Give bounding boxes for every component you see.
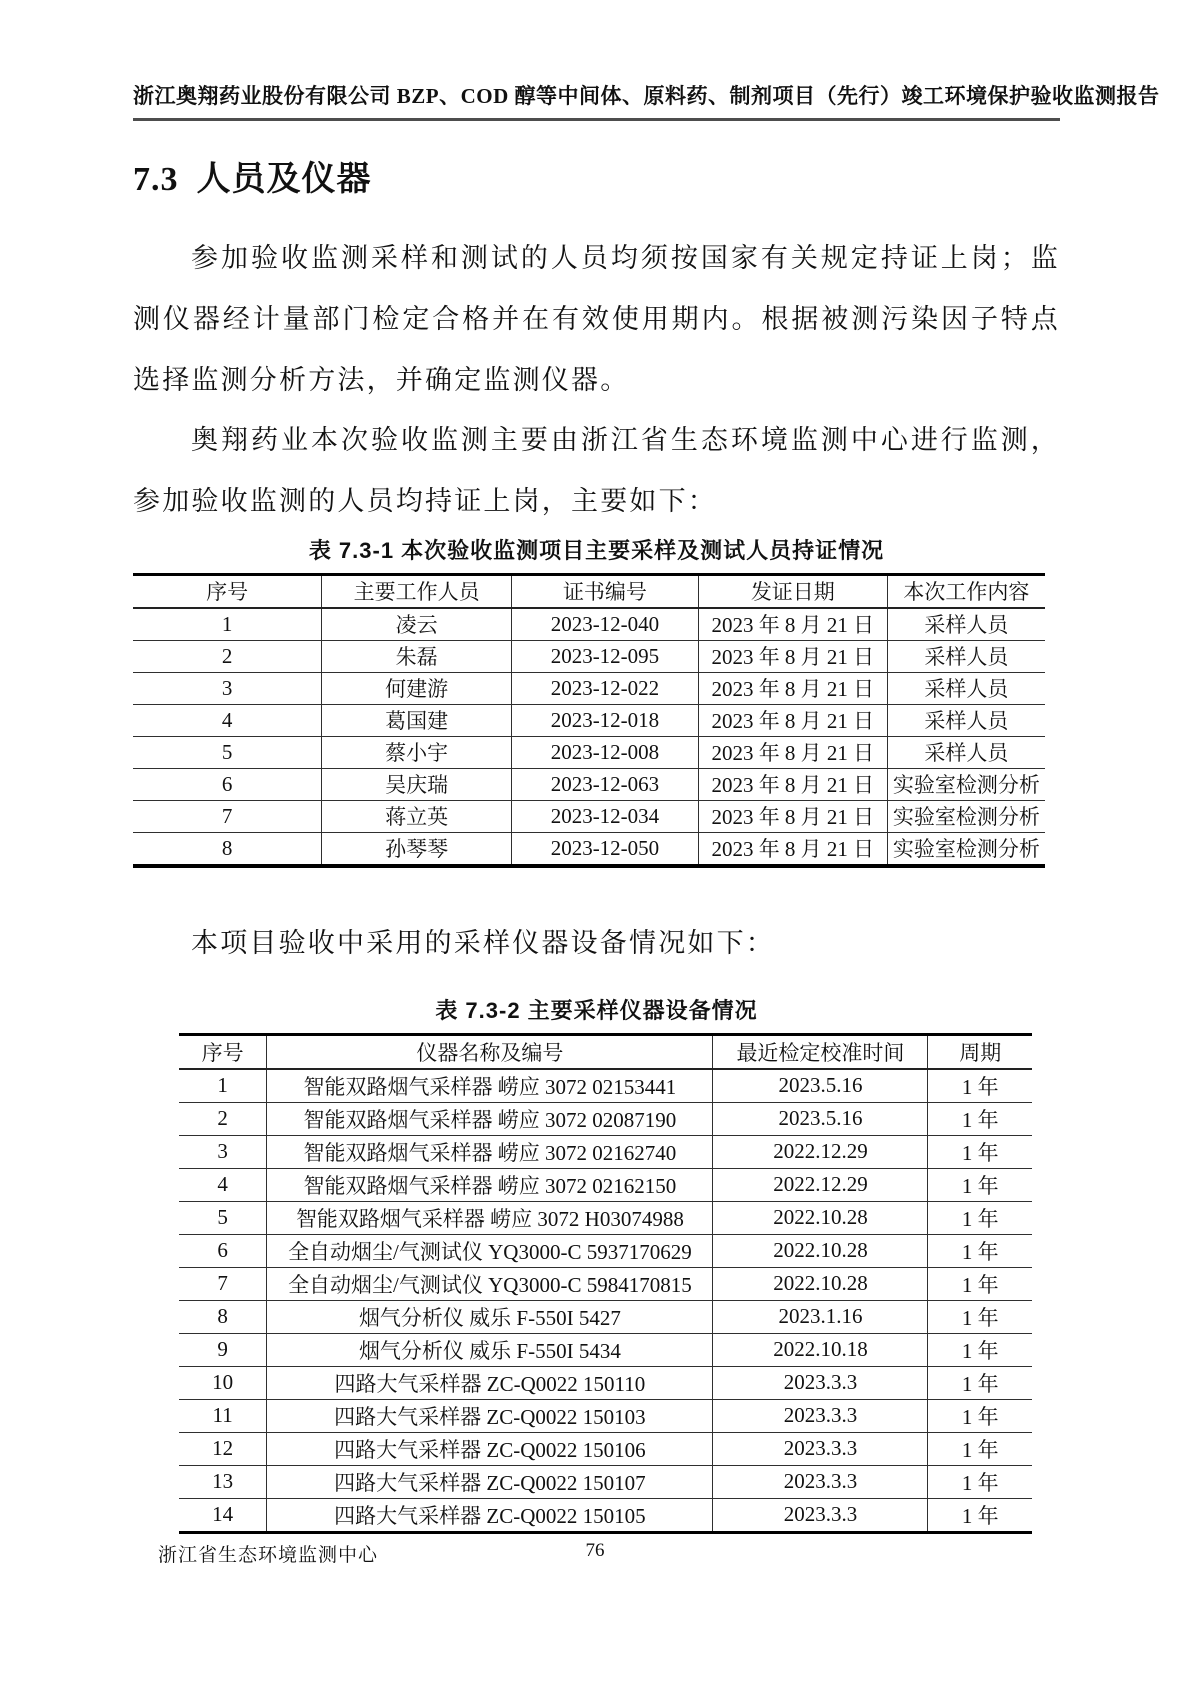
- cell-certificate-number: 2023-12-040: [511, 608, 698, 641]
- cell-work-content: 实验室检测分析: [887, 800, 1045, 832]
- cell-period: 1 年: [928, 1267, 1032, 1300]
- cell-calibration-date: 2023.5.16: [713, 1069, 928, 1103]
- table-row: [179, 1234, 1032, 1267]
- cell-calibration-date: 2022.10.28: [713, 1234, 928, 1267]
- cell-serial-number: 1: [179, 1069, 267, 1103]
- cell-staff-name: 孙琴琴: [322, 832, 512, 866]
- cell-serial-number: 6: [179, 1234, 267, 1267]
- table-row: [179, 1135, 1032, 1168]
- table-row: [179, 1168, 1032, 1201]
- cell-serial-number: 3: [133, 672, 322, 704]
- cell-calibration-date: 2023.1.16: [713, 1300, 928, 1333]
- cell-instrument-name: 全自动烟尘/气测试仪 YQ3000-C 5984170815: [267, 1267, 713, 1300]
- cell-work-content: 实验室检测分析: [887, 768, 1045, 800]
- cell-serial-number: 6: [133, 768, 322, 800]
- footer-organization: 浙江省生态环境监测中心: [158, 1545, 379, 1566]
- table-row: [179, 1069, 1032, 1103]
- cell-work-content: 采样人员: [887, 608, 1045, 641]
- cell-issue-date: 2023 年 8 月 21 日: [698, 672, 887, 704]
- table2-header-cell: 序号: [179, 1034, 267, 1069]
- table-row: [179, 1399, 1032, 1432]
- table1-header-cell: 证书编号: [511, 574, 698, 608]
- cell-work-content: 采样人员: [887, 640, 1045, 672]
- table1-header-cell: 主要工作人员: [322, 574, 512, 608]
- cell-instrument-name: 四路大气采样器 ZC-Q0022 150105: [267, 1498, 713, 1532]
- cell-serial-number: 10: [179, 1366, 267, 1399]
- cell-work-content: 采样人员: [887, 672, 1045, 704]
- cell-serial-number: 2: [133, 640, 322, 672]
- cell-instrument-name: 智能双路烟气采样器 崂应 3072 02162150: [267, 1168, 713, 1201]
- cell-issue-date: 2023 年 8 月 21 日: [698, 768, 887, 800]
- cell-issue-date: 2023 年 8 月 21 日: [698, 736, 887, 768]
- table-row: [133, 672, 1045, 704]
- cell-certificate-number: 2023-12-063: [511, 768, 698, 800]
- cell-instrument-name: 智能双路烟气采样器 崂应 3072 02087190: [267, 1102, 713, 1135]
- cell-period: 1 年: [928, 1399, 1032, 1432]
- cell-work-content: 采样人员: [887, 704, 1045, 736]
- table2-header-cell: 周期: [928, 1034, 1032, 1069]
- cell-serial-number: 4: [179, 1168, 267, 1201]
- cell-serial-number: 8: [179, 1300, 267, 1333]
- cell-serial-number: 5: [133, 736, 322, 768]
- cell-certificate-number: 2023-12-034: [511, 800, 698, 832]
- cell-instrument-name: 智能双路烟气采样器 崂应 3072 H03074988: [267, 1201, 713, 1234]
- cell-period: 1 年: [928, 1234, 1032, 1267]
- table-row: [179, 1201, 1032, 1234]
- table2-caption: 表 7.3-2 主要采样仪器设备情况: [435, 997, 758, 1023]
- cell-period: 1 年: [928, 1102, 1032, 1135]
- table-row: [133, 704, 1045, 736]
- cell-certificate-number: 2023-12-018: [511, 704, 698, 736]
- cell-staff-name: 吴庆瑞: [322, 768, 512, 800]
- cell-staff-name: 蔡小宇: [322, 736, 512, 768]
- cell-serial-number: 2: [179, 1102, 267, 1135]
- cell-period: 1 年: [928, 1300, 1032, 1333]
- cell-instrument-name: 智能双路烟气采样器 崂应 3072 02153441: [267, 1069, 713, 1103]
- cell-issue-date: 2023 年 8 月 21 日: [698, 704, 887, 736]
- cell-instrument-name: 全自动烟尘/气测试仪 YQ3000-C 5937170629: [267, 1234, 713, 1267]
- table-row: [179, 1465, 1032, 1498]
- table-row: [133, 832, 1045, 866]
- cell-period: 1 年: [928, 1201, 1032, 1234]
- paragraph-monitoring-center: 奥翔药业本次验收监测主要由浙江省生态环境监测中心进行监测，参加验收监测的人员均持证上岗，主要如下：: [133, 425, 1060, 517]
- table1-header-cell: 发证日期: [698, 574, 887, 608]
- header-divider: [133, 118, 1060, 121]
- table-row: [133, 768, 1045, 800]
- cell-calibration-date: 2023.3.3: [713, 1465, 928, 1498]
- cell-serial-number: 13: [179, 1465, 267, 1498]
- paragraph-equipment-intro: 本项目验收中采用的采样仪器设备情况如下：: [191, 927, 775, 958]
- cell-instrument-name: 烟气分析仪 威乐 F-550I 5427: [267, 1300, 713, 1333]
- cell-instrument-name: 智能双路烟气采样器 崂应 3072 02162740: [267, 1135, 713, 1168]
- table2-header-cell: 最近检定校准时间: [713, 1034, 928, 1069]
- cell-calibration-date: 2022.10.28: [713, 1201, 928, 1234]
- cell-issue-date: 2023 年 8 月 21 日: [698, 800, 887, 832]
- cell-serial-number: 5: [179, 1201, 267, 1234]
- cell-serial-number: 9: [179, 1333, 267, 1366]
- cell-certificate-number: 2023-12-008: [511, 736, 698, 768]
- table-row: [179, 1267, 1032, 1300]
- table-row: [179, 1333, 1032, 1366]
- cell-period: 1 年: [928, 1498, 1032, 1532]
- cell-issue-date: 2023 年 8 月 21 日: [698, 640, 887, 672]
- personnel-certification-table: [133, 573, 1045, 868]
- cell-certificate-number: 2023-12-050: [511, 832, 698, 866]
- table-row: [133, 640, 1045, 672]
- cell-instrument-name: 四路大气采样器 ZC-Q0022 150106: [267, 1432, 713, 1465]
- cell-issue-date: 2023 年 8 月 21 日: [698, 832, 887, 866]
- table2-header-row: [179, 1034, 1032, 1069]
- cell-issue-date: 2023 年 8 月 21 日: [698, 608, 887, 641]
- cell-period: 1 年: [928, 1069, 1032, 1103]
- cell-staff-name: 何建游: [322, 672, 512, 704]
- paragraph-personnel-requirements: 参加验收监测采样和测试的人员均须按国家有关规定持证上岗；监测仪器经计量部门检定合格并在有效使用期内。根据被测污染因子特点选择监测分析方法，并确定监测仪器。: [133, 243, 1060, 395]
- cell-calibration-date: 2023.3.3: [713, 1366, 928, 1399]
- cell-staff-name: 朱磊: [322, 640, 512, 672]
- cell-period: 1 年: [928, 1135, 1032, 1168]
- table1-header-cell: 本次工作内容: [887, 574, 1045, 608]
- table1-caption: 表 7.3-1 本次验收监测项目主要采样及测试人员持证情况: [308, 537, 885, 563]
- table-row: [179, 1300, 1032, 1333]
- sampling-equipment-table: [179, 1033, 1032, 1534]
- cell-serial-number: 4: [133, 704, 322, 736]
- cell-calibration-date: 2022.12.29: [713, 1168, 928, 1201]
- document-header-title: 浙江奥翔药业股份有限公司 BZP、COD 醇等中间体、原料药、制剂项目（先行）竣工环境保护验收监测报告: [133, 84, 1160, 108]
- table-row: [179, 1366, 1032, 1399]
- section-number: 7.3: [133, 161, 179, 198]
- cell-serial-number: 3: [179, 1135, 267, 1168]
- table-row: [133, 608, 1045, 641]
- cell-serial-number: 7: [179, 1267, 267, 1300]
- cell-certificate-number: 2023-12-095: [511, 640, 698, 672]
- cell-period: 1 年: [928, 1333, 1032, 1366]
- cell-serial-number: 7: [133, 800, 322, 832]
- cell-work-content: 采样人员: [887, 736, 1045, 768]
- cell-certificate-number: 2023-12-022: [511, 672, 698, 704]
- cell-serial-number: 1: [133, 608, 322, 641]
- section-title: 人员及仪器: [196, 161, 372, 198]
- cell-staff-name: 葛国建: [322, 704, 512, 736]
- cell-calibration-date: 2023.3.3: [713, 1498, 928, 1532]
- table1-header-cell: 序号: [133, 574, 322, 608]
- table-row: [179, 1102, 1032, 1135]
- cell-instrument-name: 四路大气采样器 ZC-Q0022 150103: [267, 1399, 713, 1432]
- cell-serial-number: 12: [179, 1432, 267, 1465]
- cell-staff-name: 蒋立英: [322, 800, 512, 832]
- cell-instrument-name: 四路大气采样器 ZC-Q0022 150107: [267, 1465, 713, 1498]
- table-row: [179, 1498, 1032, 1532]
- cell-calibration-date: 2022.10.18: [713, 1333, 928, 1366]
- cell-instrument-name: 四路大气采样器 ZC-Q0022 150110: [267, 1366, 713, 1399]
- table2-header-cell: 仪器名称及编号: [267, 1034, 713, 1069]
- cell-staff-name: 凌云: [322, 608, 512, 641]
- table1-header-row: [133, 574, 1045, 608]
- cell-calibration-date: 2023.3.3: [713, 1399, 928, 1432]
- table1-body: [133, 608, 1045, 866]
- cell-period: 1 年: [928, 1366, 1032, 1399]
- cell-instrument-name: 烟气分析仪 威乐 F-550I 5434: [267, 1333, 713, 1366]
- cell-serial-number: 14: [179, 1498, 267, 1532]
- table-row: [133, 736, 1045, 768]
- table2-body: [179, 1069, 1032, 1533]
- cell-calibration-date: 2022.12.29: [713, 1135, 928, 1168]
- cell-work-content: 实验室检测分析: [887, 832, 1045, 866]
- table-row: [133, 800, 1045, 832]
- cell-period: 1 年: [928, 1432, 1032, 1465]
- footer-page-number: 76: [585, 1540, 605, 1561]
- cell-serial-number: 11: [179, 1399, 267, 1432]
- cell-calibration-date: 2022.10.28: [713, 1267, 928, 1300]
- cell-calibration-date: 2023.3.3: [713, 1432, 928, 1465]
- table-row: [179, 1432, 1032, 1465]
- cell-calibration-date: 2023.5.16: [713, 1102, 928, 1135]
- section-heading: [133, 151, 1060, 200]
- cell-period: 1 年: [928, 1168, 1032, 1201]
- cell-serial-number: 8: [133, 832, 322, 866]
- cell-period: 1 年: [928, 1465, 1032, 1498]
